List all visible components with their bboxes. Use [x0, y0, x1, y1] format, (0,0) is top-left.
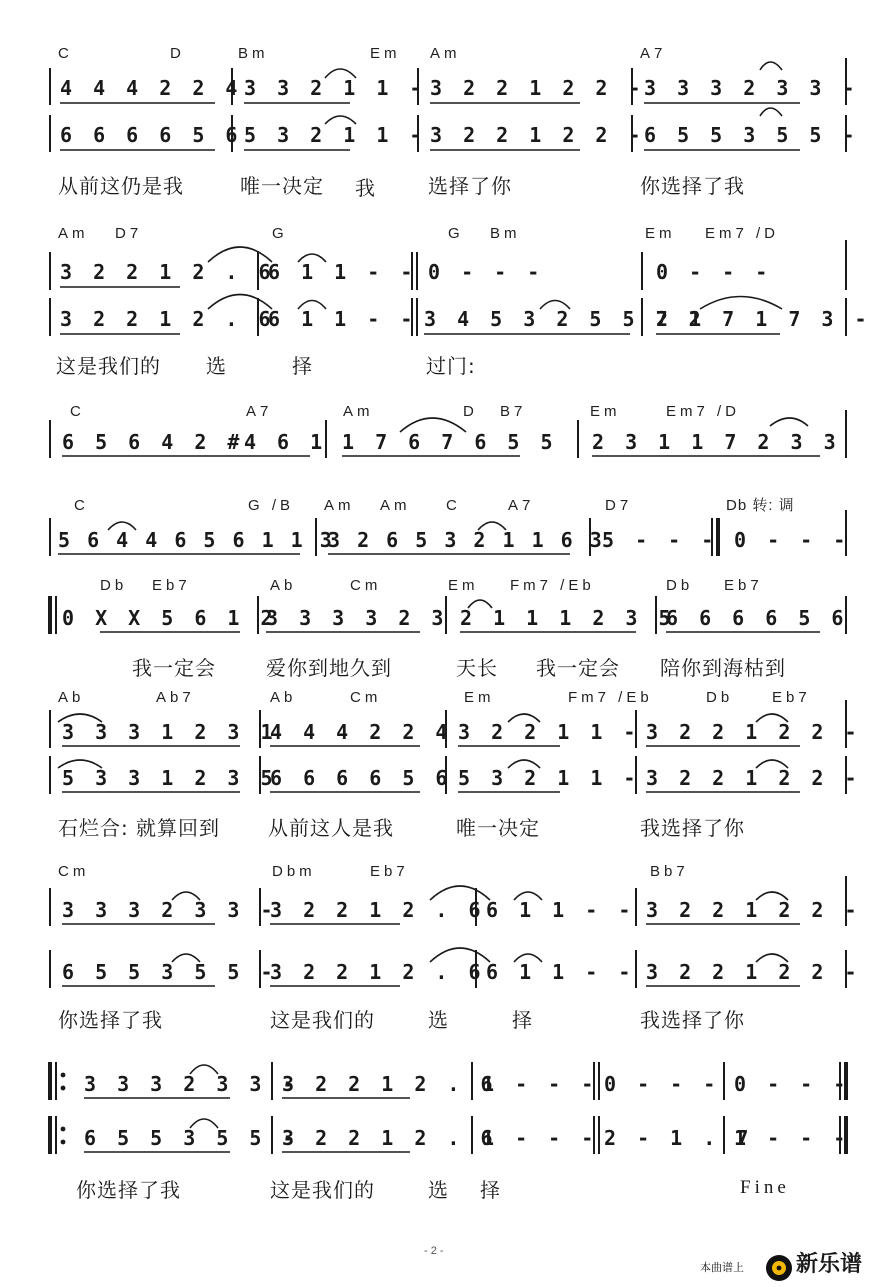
lyric: 我选择了你 — [640, 816, 745, 840]
chord-label: Bb7 — [650, 863, 689, 880]
record-disc-icon — [766, 1255, 792, 1281]
chord-label: Cm — [350, 689, 382, 706]
measure: 3 2 2 1 2 . 6 — [60, 307, 276, 331]
chord-label: Eb7 — [724, 577, 763, 594]
measure: 2 1 7 1 7 3 - — [656, 307, 872, 331]
measure: 3 3 3 2 3 3 - — [644, 76, 860, 100]
measure: 3 3 3 1 2 3 1 — [62, 720, 278, 744]
measure: 6 6 6 6 5 6 — [270, 766, 452, 790]
measure: 2 1 1 1 2 3 5 — [460, 606, 676, 630]
chord-label: Eb7 — [772, 689, 811, 706]
lyric: 从前这仍是我 — [58, 174, 184, 198]
measure: 5 3 3 1 2 3 5 — [62, 766, 278, 790]
chord-label: Cm — [350, 577, 382, 594]
chord-label: Fm7 /Eb — [568, 689, 653, 706]
chord-label: Em — [464, 689, 495, 706]
lyric: 你选择了我 — [76, 1178, 181, 1202]
chord-label: Dbm — [272, 863, 316, 880]
chord-label: Bm — [238, 45, 269, 62]
lyric: 我选择了你 — [640, 1008, 745, 1032]
measure: 5 6 4 4 6 5 6 1 1 3 — [58, 528, 335, 552]
measure: 5 3 2 1 1 - — [458, 766, 640, 790]
chord-label: Eb7 — [152, 577, 191, 594]
site-name: 新乐谱 — [796, 1252, 863, 1277]
chord-label: D7 — [115, 225, 143, 242]
lyric: 天长 — [456, 656, 498, 680]
chord-label: B7 — [500, 403, 527, 420]
measure: 6 6 6 6 5 6 — [666, 606, 848, 630]
chord-label: D — [463, 403, 478, 420]
measure: 0 - - - — [604, 1072, 720, 1096]
chord-label: Ab — [270, 689, 297, 706]
measure: 1 - - - — [482, 1072, 598, 1096]
measure: 3 2 6 5 3 2 1 1 6 3 — [328, 528, 605, 552]
lyric: 我一定会 — [536, 656, 620, 680]
chord-label: Db — [706, 689, 734, 706]
page-number: - 2 - — [424, 1245, 444, 1257]
chord-label: Cm — [58, 863, 90, 880]
measure: 6 1 1 - - — [268, 260, 417, 284]
chord-label: A7 — [246, 403, 273, 420]
chord-label: Em7 /D — [666, 403, 741, 420]
measure: 3 4 5 3 2 5 5 7 2 — [424, 307, 706, 331]
chord-label: Em7 /D — [705, 225, 780, 242]
chord-label: Am — [58, 225, 89, 242]
chord-label: Em — [590, 403, 621, 420]
measure: 5 - - - — [602, 528, 718, 552]
chord-label: Am — [380, 497, 411, 514]
chord-label: Ab7 — [156, 689, 195, 706]
lyric: 从前这人是我 — [268, 816, 394, 840]
chord-label: Em — [645, 225, 676, 242]
measure: 4 4 4 2 2 4 — [60, 76, 242, 100]
lyric: 过门: — [426, 354, 476, 378]
lyric: 就算回到 — [136, 816, 220, 840]
chord-label: Am — [430, 45, 461, 62]
chord-label: G — [448, 225, 464, 242]
measure: 6 1 1 - - — [486, 960, 635, 984]
lyric: 这是我们的 — [270, 1178, 375, 1202]
chord-label: A7 — [640, 45, 667, 62]
lyric: 选择了你 — [428, 174, 512, 198]
lyric: 唯一决定 — [456, 816, 540, 840]
lyric: 我一定会 — [132, 656, 216, 680]
measure: 2 3 1 1 7 2 3 3 — [592, 430, 841, 454]
measure: 0 - - - — [734, 1072, 850, 1096]
lyric: 你选择了我 — [58, 1008, 163, 1032]
chord-label: Fm7 /Eb — [510, 577, 595, 594]
measure: 3 3 3 2 3 3 - — [62, 898, 278, 922]
measure: 3 2 2 1 2 . 6 — [60, 260, 276, 284]
measure: 6 5 5 3 5 5 - — [62, 960, 278, 984]
measure: 6 1 1 - - — [486, 898, 635, 922]
chord-label: Ab — [270, 577, 297, 594]
chord-label: C — [70, 403, 85, 420]
chord-label: C — [74, 497, 89, 514]
chord-label: Db — [666, 577, 694, 594]
measure: 1 - - - — [482, 1126, 598, 1150]
chord-label: G — [272, 225, 288, 242]
measure: 3 3 3 2 3 3 - — [84, 1072, 300, 1096]
chord-label: Eb7 — [370, 863, 409, 880]
measure: 3 3 2 1 1 - — [244, 76, 426, 100]
lyric: 爱你到地久到 — [266, 656, 392, 680]
measure: 6 1 1 - - — [268, 307, 417, 331]
chord-label: D7 — [605, 497, 633, 514]
lyric: 择 — [292, 354, 313, 378]
measure: 6 5 5 3 5 5 - — [644, 123, 860, 147]
measure: 3 2 2 1 2 2 - — [646, 720, 862, 744]
chord-label: C — [446, 497, 461, 514]
chord-label: Em — [448, 577, 479, 594]
measure: 3 2 2 1 1 - — [458, 720, 640, 744]
fine-marking: Fine — [740, 1177, 790, 1198]
measure: 0 - - - — [428, 260, 544, 284]
lyric: 择 — [480, 1178, 501, 1202]
lyric: 我 — [355, 176, 376, 200]
lyric: 择 — [512, 1008, 533, 1032]
lyric: 你选择了我 — [640, 174, 745, 198]
measure: 3 2 2 1 2 2 - — [430, 76, 646, 100]
measure: 6 5 6 4 2 #4 6 1 — [62, 430, 327, 454]
measure: 3 2 2 1 2 . 6 — [282, 1126, 498, 1150]
lyric: 这是我们的 — [270, 1008, 375, 1032]
measure: 0 - - - — [734, 528, 850, 552]
lyric: 唯一决定 — [240, 174, 324, 198]
lyric: 陪你到海枯到 — [660, 656, 786, 680]
chord-label: G /B — [248, 497, 295, 514]
lyric: 选 — [206, 354, 227, 378]
measure: 1 7 6 7 6 5 5 — [342, 430, 558, 454]
chord-label: Bm — [490, 225, 521, 242]
key-change-label: Db 转: 调 — [726, 497, 795, 514]
measure: 3 2 2 1 2 2 - — [646, 898, 862, 922]
measure: 3 2 2 1 2 2 - — [646, 960, 862, 984]
chord-label: A7 — [508, 497, 535, 514]
measure: 3 2 2 1 2 . 6 — [270, 898, 486, 922]
chord-label: Am — [324, 497, 355, 514]
lyric: 这是我们的 — [56, 354, 161, 378]
measure: 1 - - - — [734, 1126, 850, 1150]
source-label: 本曲谱上 — [700, 1261, 744, 1274]
chord-label: Am — [343, 403, 374, 420]
measure: 4 4 4 2 2 4 — [270, 720, 452, 744]
measure: 0 - - - — [656, 260, 772, 284]
chord-label: C — [58, 45, 73, 62]
measure: 3 2 2 1 2 2 - — [430, 123, 646, 147]
measure: 3 2 2 1 2 2 - — [646, 766, 862, 790]
lyric: 石烂合: — [58, 816, 129, 840]
measure: 3 3 3 3 2 3 — [266, 606, 448, 630]
measure: 2 - 1 . 7 — [604, 1126, 753, 1150]
chord-label: D — [170, 45, 185, 62]
measure: 3 2 2 1 2 . 6 — [270, 960, 486, 984]
measure: 0 X X 5 6 1 2 — [62, 606, 278, 630]
lyric: 选 — [428, 1178, 449, 1202]
chord-label: Ab — [58, 689, 85, 706]
lyric: 选 — [428, 1008, 449, 1032]
measure: 5 3 2 1 1 - — [244, 123, 426, 147]
chord-label: Db — [100, 577, 128, 594]
measure: 6 6 6 6 5 6 — [60, 123, 242, 147]
measure: 6 5 5 3 5 5 - — [84, 1126, 300, 1150]
chord-label: Em — [370, 45, 401, 62]
measure: 3 2 2 1 2 . 6 — [282, 1072, 498, 1096]
